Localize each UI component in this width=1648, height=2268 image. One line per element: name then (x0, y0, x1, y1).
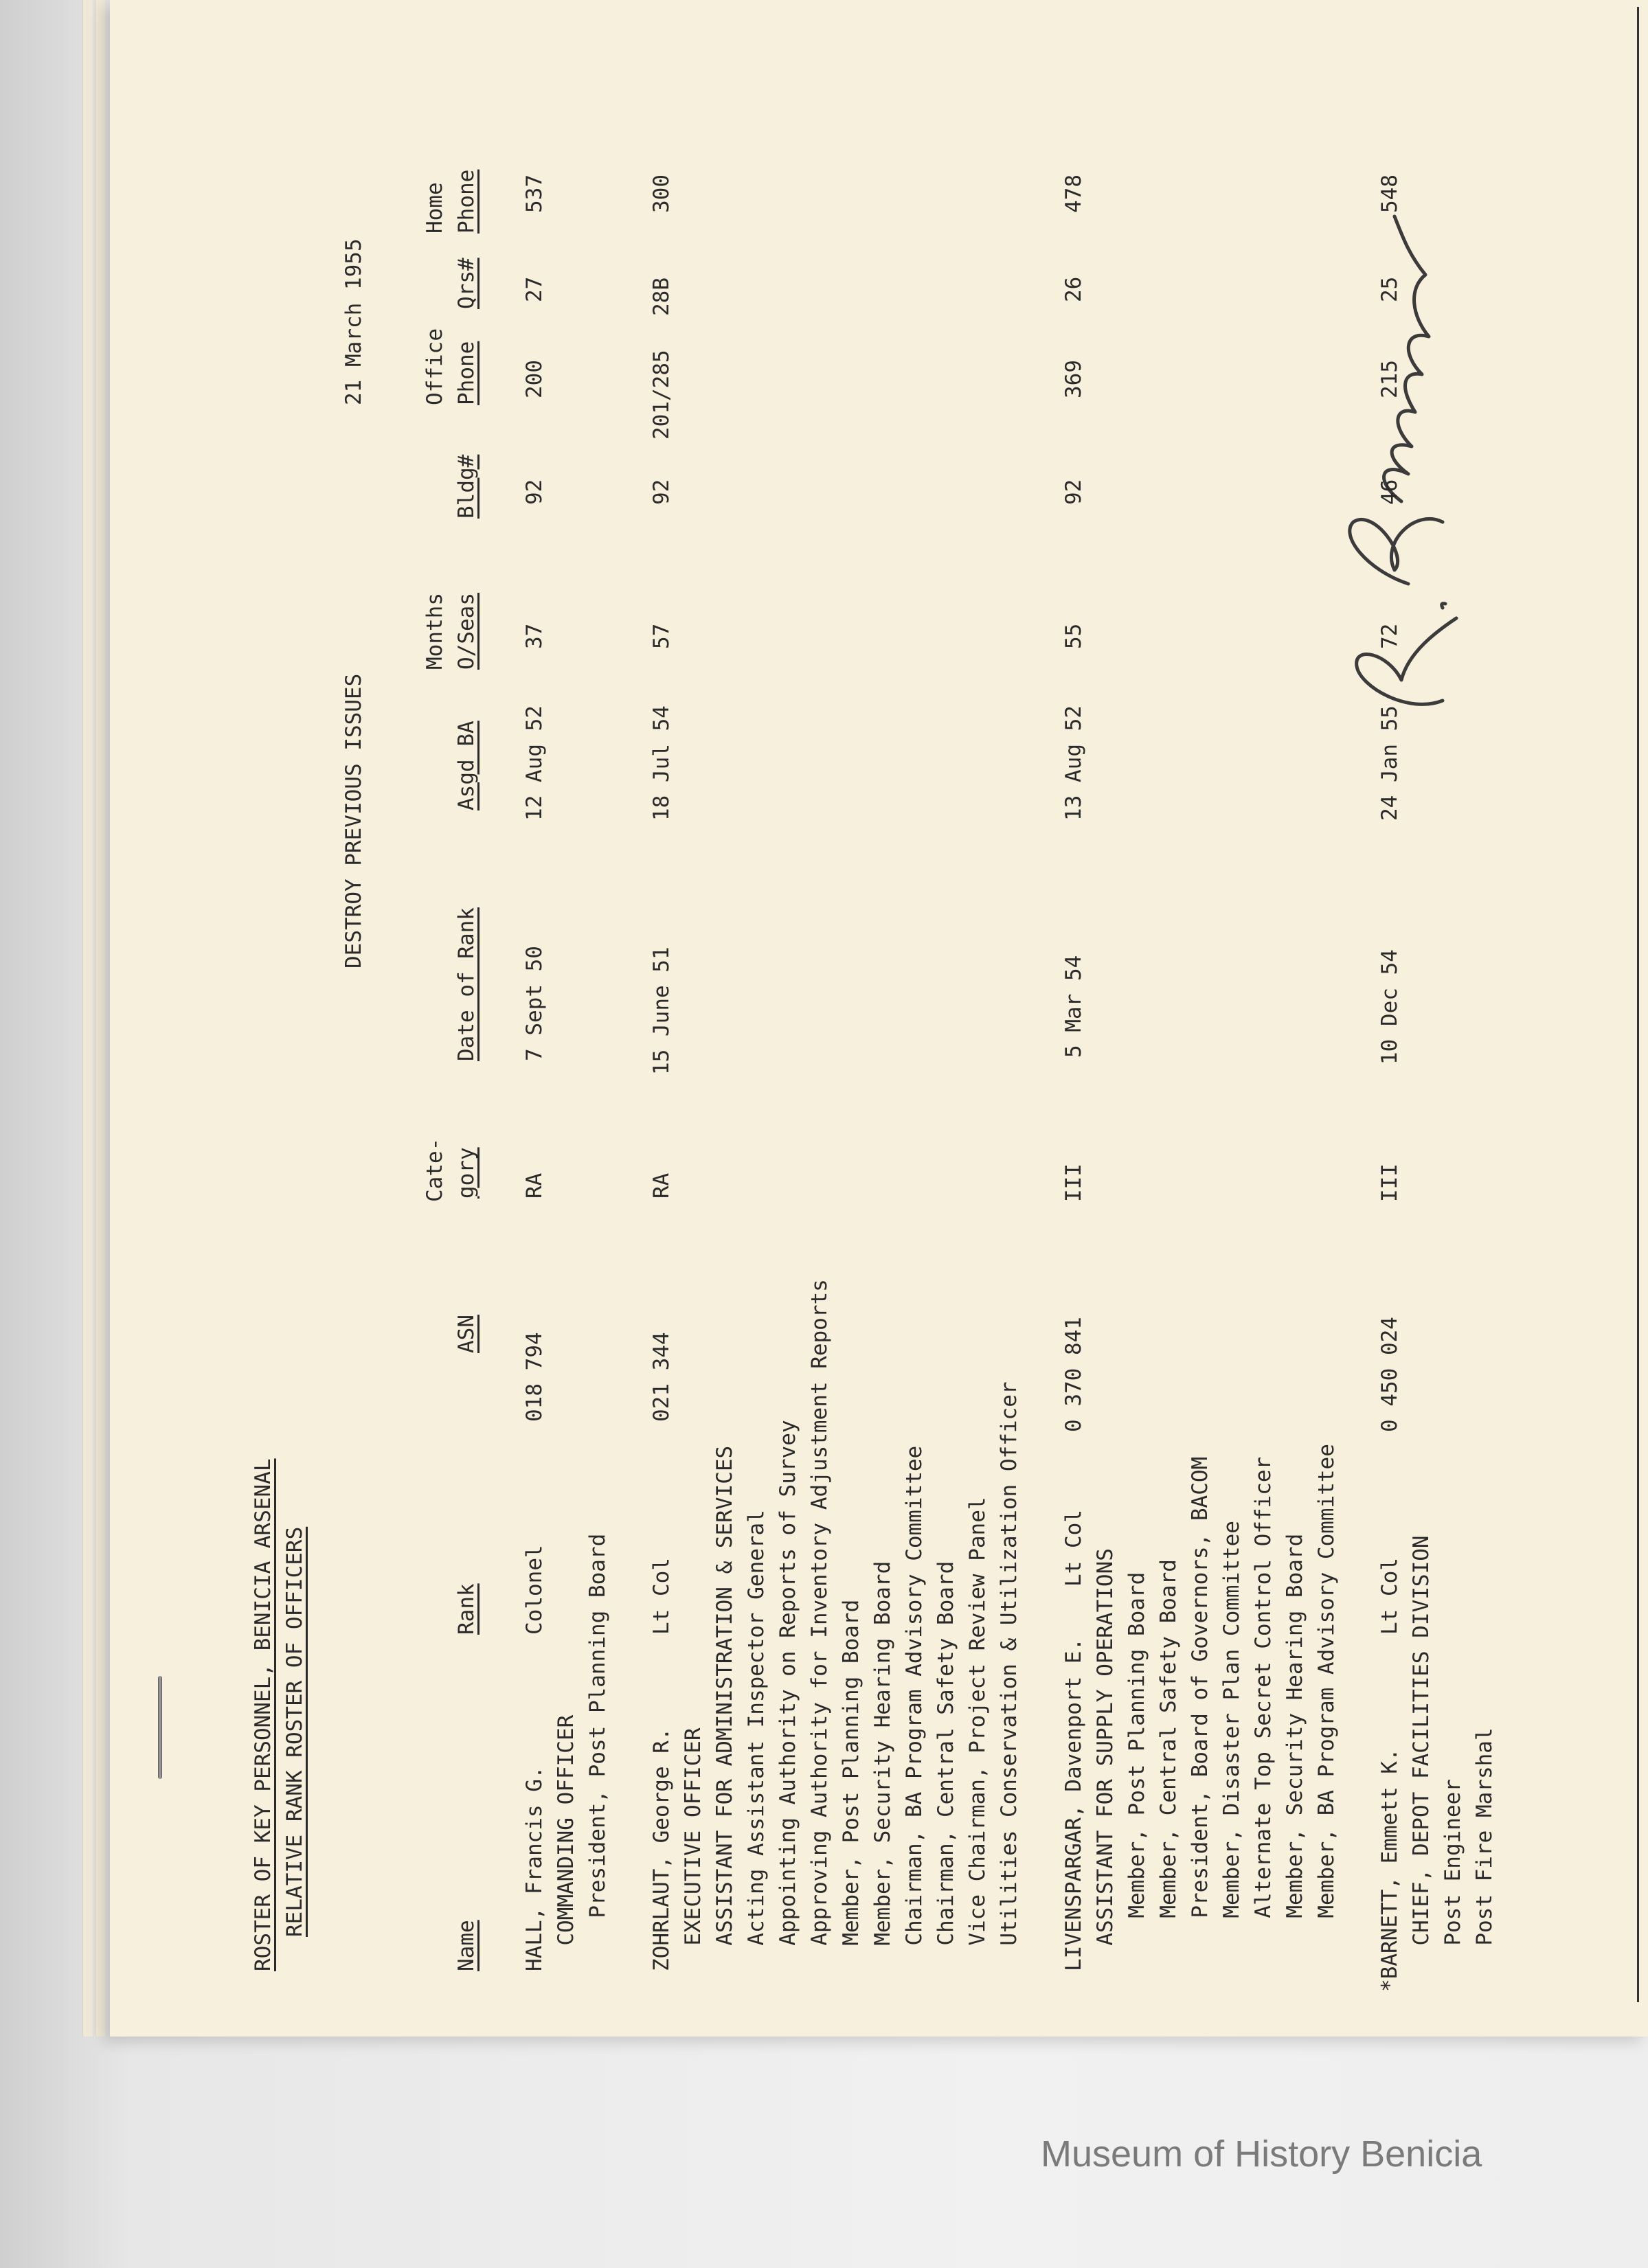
handwritten-signature (1237, 206, 1484, 728)
document-date: 21 March 1955 (341, 238, 366, 405)
paper-stack-edge (95, 0, 105, 2037)
officer-category: III (1377, 1164, 1402, 1202)
officer-duty: Vice Chairman, Project Review Panel (965, 1497, 990, 1971)
officer-months: 57 (649, 623, 674, 649)
officer-duty: Member, Security Hearing Board (1283, 1533, 1307, 1944)
officer-duty: Member, Post Planning Board (1125, 1572, 1149, 1944)
officer-bldg: 46 (1377, 479, 1402, 505)
officer-duty: Appointing Authority on Reports of Survey (776, 1420, 800, 1971)
header-rule (1637, 7, 1639, 2002)
watermark: Museum of History Benicia (1041, 2133, 1482, 2175)
column-header-category: gory (454, 1147, 479, 1199)
officer-bldg: 92 (1061, 479, 1086, 505)
officer-date-of-rank: 5 Mar 54 (1061, 955, 1086, 1058)
officer-rank: Lt Col (649, 1558, 674, 1635)
column-header-home-top: Home (422, 182, 447, 234)
officer-duty: Member, BA Program Advisory Committee (1314, 1444, 1339, 1944)
officer-office-phone: 201/285 (649, 350, 674, 440)
officer-rank: Lt Col (1061, 1510, 1086, 1587)
officer-date-of-rank: 7 Sept 50 (522, 946, 547, 1061)
officer-months: 55 (1061, 623, 1086, 649)
column-header-date-of-rank: Date of Rank (454, 907, 479, 1061)
officer-duty: Alternate Top Secret Control Officer (1251, 1456, 1276, 1944)
officer-duty: ASSISTANT FOR ADMINISTRATION & SERVICES (712, 1445, 737, 1971)
column-header-name: Name (454, 1920, 479, 1971)
officer-qrs: 26 (1061, 276, 1086, 302)
officer-asn: 0 450 024 (1377, 1317, 1402, 1432)
destroy-notice: DESTROY PREVIOUS ISSUES (341, 673, 366, 968)
column-header-months: O/Seas (454, 593, 479, 670)
officer-months: 72 (1377, 623, 1402, 649)
officer-category: III (1061, 1164, 1086, 1202)
officer-duty: Member, Post Planning Board (839, 1599, 863, 1971)
officer-name: *BARNETT, Emmett K. (1377, 1748, 1402, 1992)
staple (158, 1676, 162, 1779)
officer-home-phone: 537 (522, 174, 547, 213)
officer-duty: Post Fire Marshal (1472, 1727, 1497, 1971)
column-header-asn: ASN (454, 1315, 479, 1353)
column-header-bldg: Bldg# (454, 454, 479, 519)
officer-rank: Colonel (522, 1545, 547, 1635)
paper-stack-edge (82, 0, 93, 2037)
officer-duty: CHIEF, DEPOT FACILITIES DIVISION (1409, 1535, 1434, 1971)
officer-asgd-ba: 18 Jul 54 (649, 705, 674, 821)
officer-duty: Member, Disaster Plan Committee (1219, 1521, 1244, 1944)
officer-qrs: 28B (649, 277, 674, 316)
officer-office-phone: 369 (1061, 360, 1086, 398)
document-title: ROSTER OF KEY PERSONNEL, BENICIA ARSENAL (251, 1458, 275, 1971)
officer-category: RA (522, 1172, 547, 1199)
officer-name: ZOHRLAUT, George R. (649, 1727, 674, 1971)
officer-asgd-ba: 24 Jan 55 (1377, 705, 1402, 821)
officer-office-phone: 215 (1377, 360, 1402, 398)
column-header-qrs: Qrs# (454, 258, 479, 309)
officer-duty: COMMANDING OFFICER (554, 1714, 578, 1971)
column-header-rank: Rank (454, 1583, 479, 1635)
officer-name: HALL, Francis G. (522, 1766, 547, 1971)
officer-months: 37 (522, 623, 547, 649)
officer-asn: 021 344 (649, 1332, 674, 1422)
officer-qrs: 25 (1377, 276, 1402, 302)
column-header-office-top: Office (422, 328, 447, 405)
officer-duty: Post Engineer (1441, 1779, 1465, 1971)
officer-duty: Chairman, BA Program Advisory Committee (902, 1445, 927, 1971)
officer-duty: Member, Security Hearing Board (870, 1561, 895, 1971)
officer-duty: Chairman, Central Safety Board (934, 1561, 958, 1971)
officer-home-phone: 300 (649, 174, 674, 213)
officer-duty: ASSISTANT FOR SUPPLY OPERATIONS (1093, 1548, 1118, 1971)
officer-duty: Approving Authority for Inventory Adjustment Reports (807, 1279, 832, 1971)
officer-duty: Utilities Conservation & Utilization Officer (997, 1381, 1021, 1971)
officer-name: LIVENSPARGAR, Davenport E. (1061, 1637, 1086, 1971)
officer-duty: Member, Central Safety Board (1156, 1559, 1181, 1944)
officer-duty: EXECUTIVE OFFICER (681, 1727, 706, 1971)
column-header-home-phone: Phone (454, 169, 479, 234)
column-header-asgd-ba: Asgd BA (454, 721, 479, 810)
document-subtitle: RELATIVE RANK ROSTER OF OFFICERS (282, 1526, 307, 1937)
officer-home-phone: 548 (1377, 174, 1402, 213)
officer-asn: 018 794 (522, 1332, 547, 1422)
officer-asgd-ba: 12 Aug 52 (522, 705, 547, 821)
officer-bldg: 92 (649, 479, 674, 505)
document-content (247, 14, 1553, 2019)
officer-office-phone: 200 (522, 360, 547, 398)
officer-rank: Lt Col (1377, 1558, 1402, 1635)
officer-category: RA (649, 1172, 674, 1199)
officer-bldg: 92 (522, 479, 547, 505)
officer-date-of-rank: 10 Dec 54 (1377, 949, 1402, 1065)
officer-duty: President, Board of Governors, BACOM (1188, 1456, 1212, 1944)
officer-home-phone: 478 (1061, 174, 1086, 213)
officer-asgd-ba: 13 Aug 52 (1061, 705, 1086, 821)
officer-qrs: 27 (522, 276, 547, 302)
column-header-months-top: Months (422, 593, 447, 670)
column-header-office-phone: Phone (454, 341, 479, 405)
officer-duty: Acting Assistant Inspector General (744, 1510, 769, 1971)
officer-asn: 0 370 841 (1061, 1317, 1086, 1432)
officer-date-of-rank: 15 June 51 (649, 946, 674, 1075)
column-header-category-top: Cate- (422, 1137, 447, 1202)
officer-duty: President, Post Planning Board (585, 1533, 610, 1944)
